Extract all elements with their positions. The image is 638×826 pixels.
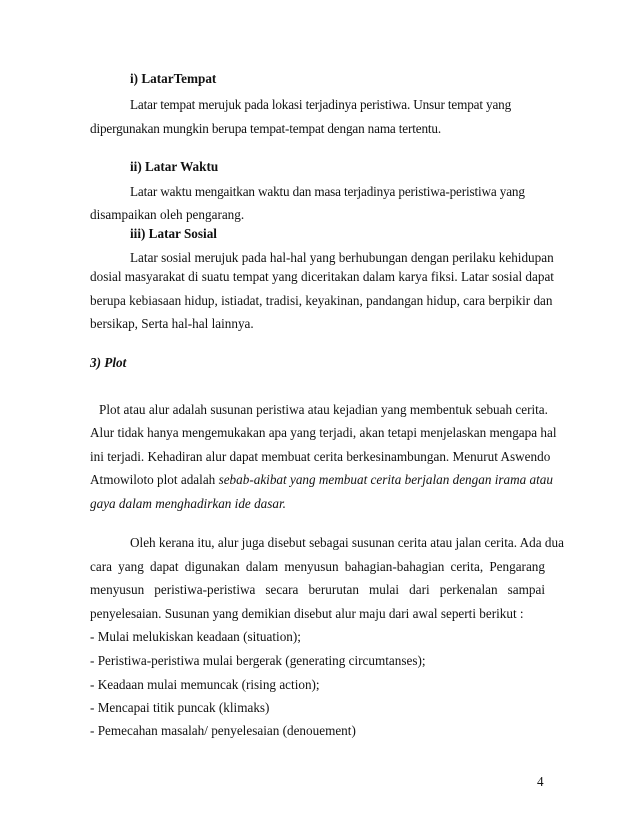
- paragraph-line: Latar waktu mengaitkan waktu dan masa terjadinya peristiwa-peristiwa yang: [130, 184, 525, 199]
- paragraph-line: menyusun peristiwa-peristiwa secara berurutan mulai dari perkenalan sampai: [90, 582, 545, 597]
- heading-latar-waktu: ii) Latar Waktu: [130, 159, 219, 174]
- heading-latar-sosial: iii) Latar Sosial: [130, 226, 217, 241]
- paragraph-line: berupa kebiasaan hidup, istiadat, tradisi, keyakinan, pandangan hidup, cara berpikir dan: [90, 293, 553, 308]
- italic-definition: sebab-akibat yang membuat cerita berjalan dengan irama atau: [218, 472, 553, 487]
- paragraph-line: gaya dalam menghadirkan ide dasar.: [90, 496, 286, 511]
- heading-latar-tempat: i) LatarTempat: [130, 71, 217, 86]
- paragraph-line: ini terjadi. Kehadiran alur dapat membuat cerita berkesinambungan. Menurut Aswendo: [90, 449, 551, 464]
- list-item: - Keadaan mulai memuncak (rising action);: [90, 677, 320, 692]
- list-item: - Mencapai titik puncak (klimaks): [90, 700, 270, 715]
- paragraph-line: Alur tidak hanya mengemukakan apa yang terjadi, akan tetapi menjelaskan mengapa hal: [90, 425, 557, 440]
- paragraph-line: bersikap, Serta hal-hal lainnya.: [90, 316, 254, 331]
- list-item: - Mulai melukiskan keadaan (situation);: [90, 629, 301, 644]
- paragraph-line: dipergunakan mungkin berupa tempat-tempat dengan nama tertentu.: [90, 121, 442, 136]
- paragraph-line: Latar tempat merujuk pada lokasi terjadinya peristiwa. Unsur tempat yang: [130, 97, 512, 112]
- paragraph-line: Oleh kerana itu, alur juga disebut sebagai susunan cerita atau jalan cerita. Ada dua: [130, 535, 564, 550]
- paragraph-line: Atmowiloto plot adalah sebab-akibat yang membuat cerita berjalan dengan irama atau: [90, 472, 553, 487]
- page-number: 4: [537, 774, 544, 789]
- paragraph-line: Latar sosial merujuk pada hal-hal yang berhubungan dengan perilaku kehidupan: [130, 250, 554, 265]
- list-item: - Pemecahan masalah/ penyelesaian (denouement): [90, 723, 356, 738]
- paragraph-line: disampaikan oleh pengarang.: [90, 207, 245, 222]
- paragraph-line: penyelesaian. Susunan yang demikian disebut alur maju dari awal seperti berikut :: [90, 606, 524, 621]
- paragraph-line: cara yang dapat digunakan dalam menyusun bahagian-bahagian cerita, Pengarang: [90, 559, 545, 574]
- heading-plot: 3) Plot: [90, 355, 127, 370]
- paragraph-line: Plot atau alur adalah susunan peristiwa atau kejadian yang membentuk sebuah cerita.: [99, 402, 548, 417]
- paragraph-line: dosial masyarakat di suatu tempat yang diceritakan dalam karya fiksi. Latar sosial dapat: [90, 269, 554, 284]
- list-item: - Peristiwa-peristiwa mulai bergerak (generating circumtanses);: [90, 653, 426, 668]
